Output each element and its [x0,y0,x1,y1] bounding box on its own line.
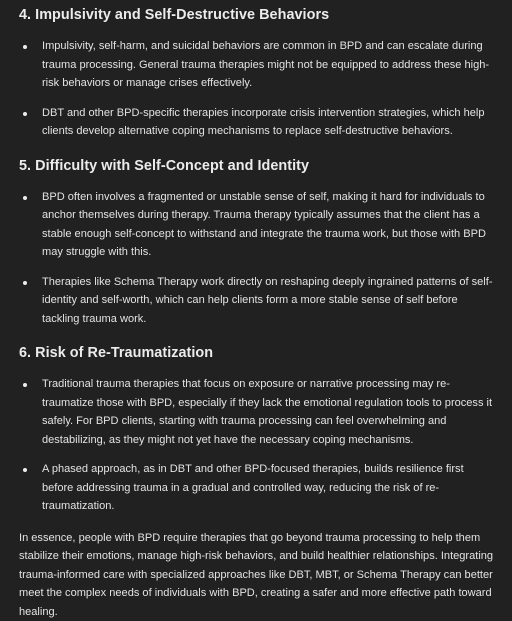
list-item [19,104,494,141]
list-item-text: Therapies like Schema Therapy work directly on reshaping deeply ingrained patterns of self-identity and self-worth, which can help clients form a more stable sense of self before tackling trauma work. [42,276,493,325]
bullet-list-impulsivity [19,37,494,141]
list-item [19,188,494,262]
bullet-dot-icon [23,281,27,285]
bullet-dot-icon [23,45,27,49]
bullet-dot-icon [23,112,27,116]
list-item-text: DBT and other BPD-specific therapies incorporate crisis intervention strategies, which help clients develop alternative coping mechanisms to replace self-destructive behaviors. [42,107,485,138]
bullet-dot-icon [23,468,27,472]
list-item [19,273,494,329]
bullet-dot-icon [23,383,27,387]
section-heading-impulsivity: 4. Impulsivity and Self-Destructive Behaviors [19,5,494,25]
list-item [19,460,494,516]
bullet-dot-icon [23,196,27,200]
bullet-list-identity [19,188,494,329]
closing-paragraph: In essence, people with BPD require therapies that go beyond trauma processing to help them stabilize their emotions, manage high-risk behaviors, and build healthier relationships. Integrating trauma-informed care with specialized approaches like DBT, MBT, or Schema Therapy can better meet the complex needs of individuals with BPD, creating a safer and more effective path toward healing. [19,529,494,621]
section-heading-retraumatization: 6. Risk of Re-Traumatization [19,343,494,363]
list-item [19,375,494,449]
list-item-text: BPD often involves a fragmented or unstable sense of self, making it hard for individuals to anchor themselves during therapy. Trauma therapy typically assumes that the client has a stable enough self-concept to withstand and integrate the trauma work, but those with BPD may struggle with this. [42,191,486,259]
list-item [19,37,494,93]
list-item-text: A phased approach, as in DBT and other BPD-focused therapies, builds resilience first before addressing trauma in a gradual and controlled way, reducing the risk of re-traumatization. [42,463,464,512]
section-heading-identity: 5. Difficulty with Self-Concept and Identity [19,156,494,176]
bullet-list-retraumatization [19,375,494,516]
list-item-text: Traditional trauma therapies that focus on exposure or narrative processing may re-traumatize those with BPD, especially if they lack the emotional regulation tools to process it safely. For BPD clients, starting with trauma processing can feel overwhelming and destabilizing, as they might not yet have the necessary coping mechanisms. [42,378,492,446]
list-item-text: Impulsivity, self-harm, and suicidal behaviors are common in BPD and can escalate during trauma processing. General trauma therapies might not be equipped to address these high-risk behaviors or manage crises effectively. [42,40,489,89]
